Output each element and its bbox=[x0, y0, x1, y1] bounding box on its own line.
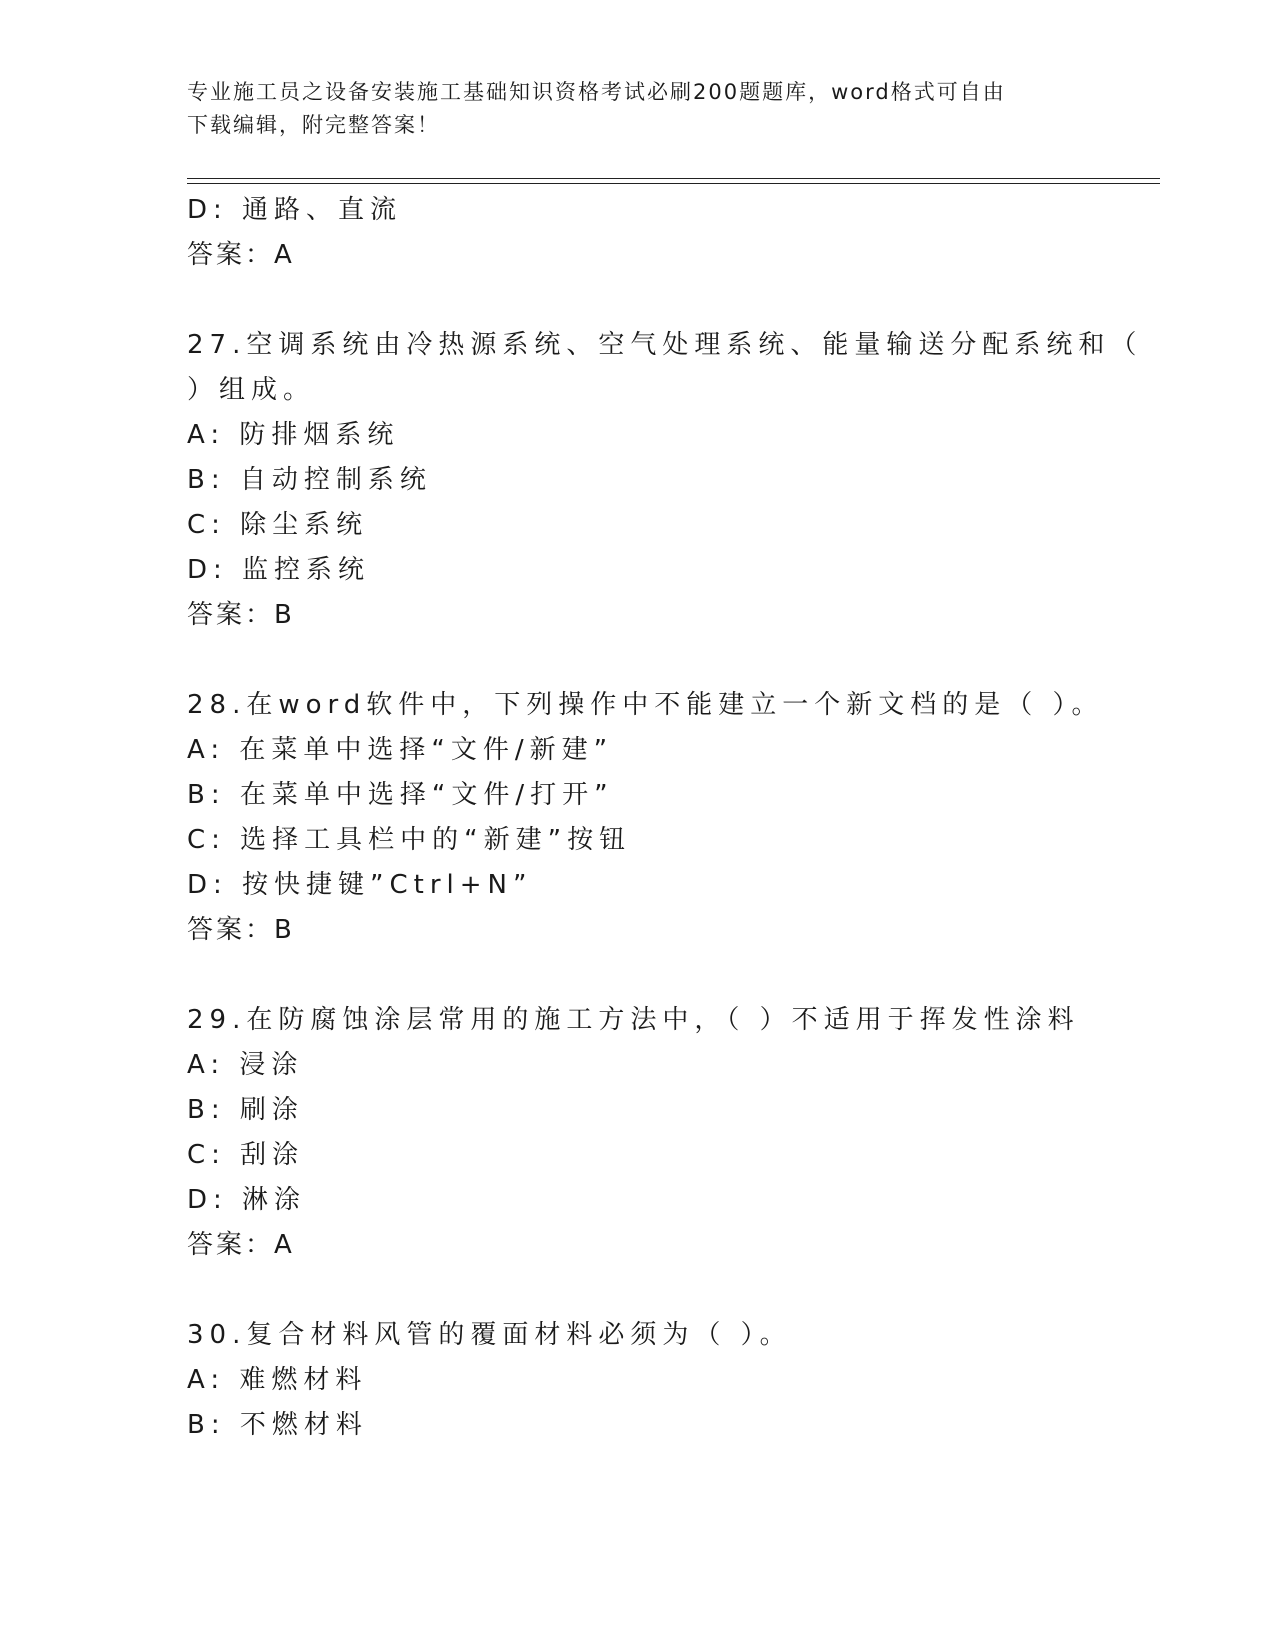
document-header bbox=[187, 76, 1067, 142]
q30-option-a: A: 难燃材料 bbox=[187, 1365, 368, 1395]
q27-option-c: C: 除尘系统 bbox=[187, 510, 369, 540]
q30-option-b: B: 不燃材料 bbox=[187, 1410, 368, 1440]
q28-option-a: A: 在菜单中选择“文件/新建” bbox=[187, 735, 614, 765]
q29-stem: 29.在防腐蚀涂层常用的施工方法中，（ ）不适用于挥发性涂料 bbox=[187, 1005, 1080, 1035]
q29-answer: 答案：A bbox=[187, 1230, 295, 1260]
q28-option-b: B: 在菜单中选择“文件/打开” bbox=[187, 780, 614, 810]
q30-stem: 30.复合材料风管的覆面材料必须为（ ）。 bbox=[187, 1320, 792, 1350]
q28-stem: 28.在word软件中，下列操作中不能建立一个新文档的是（ ）。 bbox=[187, 690, 1104, 720]
header-line-1: 专业施工员之设备安装施工基础知识资格考试必刷200题题库，word格式可自由 bbox=[187, 80, 1006, 104]
q27-answer: 答案：B bbox=[187, 600, 295, 630]
q28-option-c: C: 选择工具栏中的“新建”按钮 bbox=[187, 825, 632, 855]
q27-option-a: A: 防排烟系统 bbox=[187, 420, 400, 450]
q27-stem-line-2: ）组成。 bbox=[187, 375, 316, 405]
header-line-2: 下载编辑，附完整答案！ bbox=[187, 113, 440, 137]
q26-option-d: D: 通路、直流 bbox=[187, 195, 403, 225]
q28-option-d: D: 按快捷键”Ctrl+N” bbox=[187, 870, 533, 900]
q29-option-d: D: 淋涂 bbox=[187, 1185, 307, 1215]
q26-answer: 答案：A bbox=[187, 240, 295, 270]
q27-stem-line-1: 27.空调系统由冷热源系统、空气处理系统、能量输送分配系统和（ bbox=[187, 330, 1143, 360]
q29-option-a: A: 浸涂 bbox=[187, 1050, 304, 1080]
header-divider-top bbox=[187, 178, 1160, 179]
q27-option-b: B: 自动控制系统 bbox=[187, 465, 432, 495]
q29-option-c: C: 刮涂 bbox=[187, 1140, 305, 1170]
q28-answer: 答案：B bbox=[187, 915, 295, 945]
q27-option-d: D: 监控系统 bbox=[187, 555, 371, 585]
header-divider-bottom bbox=[187, 183, 1160, 184]
q29-option-b: B: 刷涂 bbox=[187, 1095, 304, 1125]
